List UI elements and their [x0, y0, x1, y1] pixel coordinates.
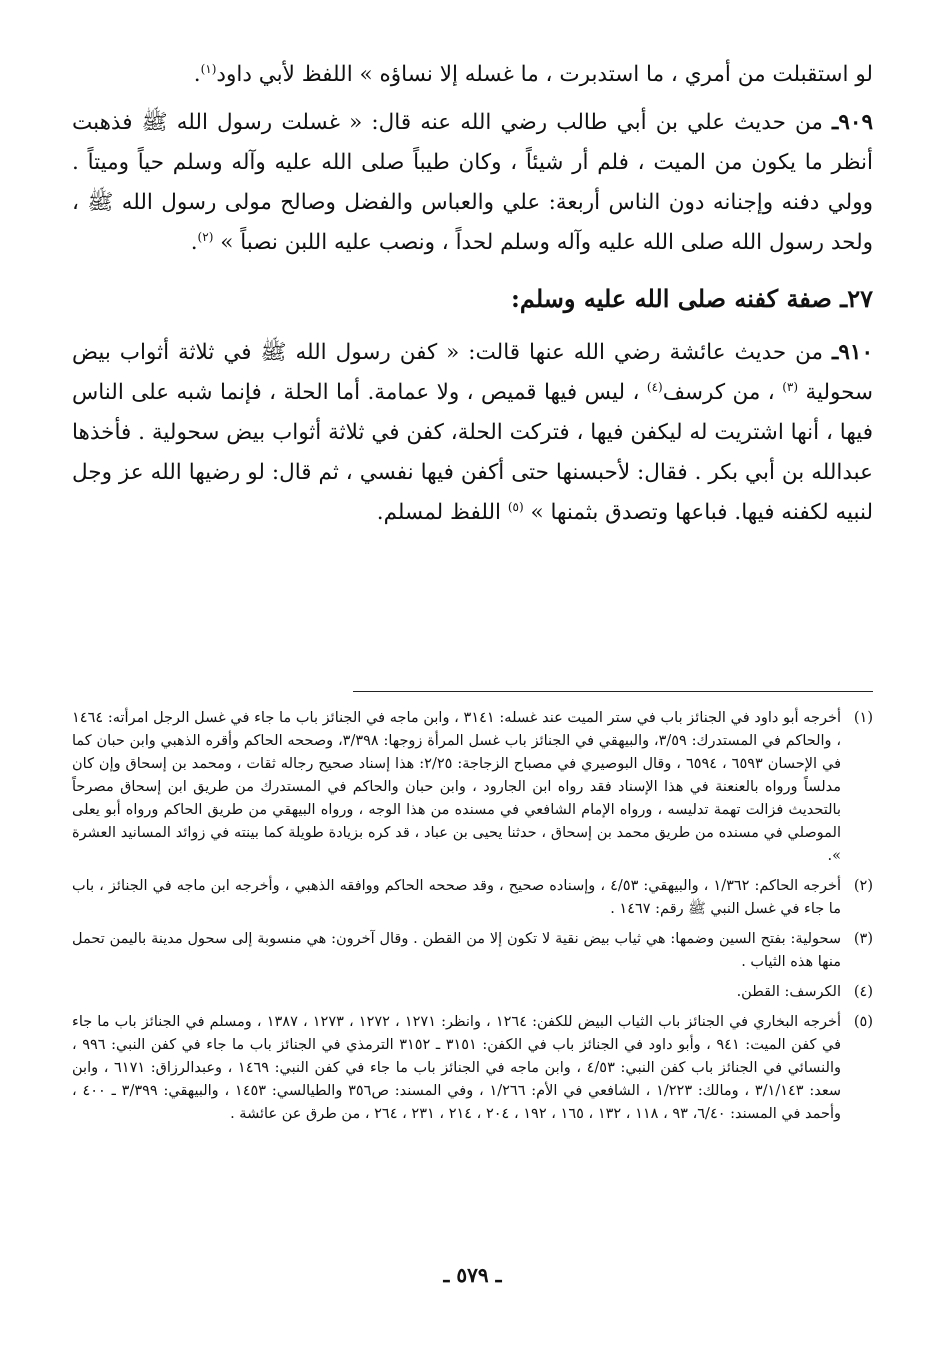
footnote-number: (٥) — [853, 1014, 873, 1030]
page-number: ـ ٥٧٩ ـ — [443, 1263, 502, 1287]
section-heading: ٢٧ـ صفة كفنه صلى الله عليه وسلم: — [511, 284, 873, 313]
opening-line-text: لو استقبلت من أمري ، ما استدبرت ، ما غسله إلا نساؤه » اللفظ لأبي داود — [216, 62, 873, 87]
footnote-4 — [72, 981, 873, 1004]
book-page — [72, 55, 873, 1355]
hadith-number: ٩٠٩ـ — [832, 110, 873, 135]
hadith-text-part1: من حديث عائشة رضي الله عنها قالت: « كفن رسول الله ﷺ في ثلاثة أثواب بيض سحولية — [72, 340, 874, 405]
footnote-number: (٣) — [853, 931, 873, 947]
footnote-text: أخرجه الحاكم: ١/٣٦٢ ، والبيهقي: ٤/٥٣ ، وإسناده صحيح ، وقد صححه الحاكم ووافقه الذهبي ، وأخرجه ابن ماجه في الجنائز ، باب ما جاء في غسل النبي ﷺ رقم: ١٤٦٧ . — [72, 878, 841, 917]
hadith-text-part3: ، ليس فيها قميص ، ولا عمامة. أما الحلة ، فإنما شبه على الناس فيها ، أنها اشتريت له ليكفن فيها ، فتركت الحلة، كفن في ثلاثة أثواب بيض سحولية . فأخذها عبدالله بن أبي بكر . فقال: لأحبسنها حتى أكفن فيها نفسي ، ثم قال: لو رضيها الله عز وجل لنبيه لكفنه فيها. فباعها وتصدق بثمنها » — [72, 380, 873, 525]
footnote-ref: (٣) — [782, 379, 799, 394]
footnote-ref: (٥) — [507, 499, 524, 514]
hadith-910 — [72, 333, 873, 533]
main-text — [72, 55, 873, 533]
hadith-text-part2: ، من كرسف — [662, 380, 775, 405]
hadith-number: ٩١٠ـ — [832, 340, 873, 365]
footnote-number: (٢) — [853, 878, 873, 894]
footnote-ref: (٤) — [646, 379, 663, 394]
opening-line: لو استقبلت من أمري ، ما استدبرت ، ما غسله إلا نساؤه » اللفظ لأبي داود$^{(١)}$. — [193, 61, 873, 87]
footnote-text: الكرسف: القطن. — [736, 984, 841, 1000]
hadith-909: ٩٠٩ـ من حديث علي بن أبي طالب رضي الله عنه قال: « غسلت رسول الله ﷺ فذهبت أنظر ما يكون من الميت ، فلم أر شيئاً ، وكان طيباً صلى الله عليه وآله وسلم حياً وميتاً . وولي دفنه وإجنانه دون الناس أربعة: علي والعباس والفضل وصالح مولى رسول الله ﷺ ، ولحد رسول الله صلى الله عليه وآله وسلم لحداً ، ونصب عليه اللبن نصباً » $^{(٢)}$. — [72, 110, 873, 255]
footnote-1 — [72, 707, 873, 868]
footnote-ref: (١) — [200, 61, 217, 76]
hadith-text-part4: اللفظ لمسلم. — [376, 500, 501, 525]
footnotes — [72, 707, 873, 1133]
footnote-number: (٤) — [853, 984, 873, 1000]
footnote-ref: (٢) — [197, 229, 214, 244]
footnote-2 — [72, 875, 873, 921]
footnote-number: (١) — [853, 710, 873, 726]
footnote-5 — [72, 1011, 873, 1126]
footnote-text: أخرجه البخاري في الجنائز باب الثياب البيض للكفن: ١٢٦٤ ، وانظر: ١٢٧١ ، ١٢٧٢ ، ١٢٧٣ ، ١٣٨٧ ، ومسلم في الجنائز باب ما جاء في كفن الميت: ٩٤١ ، وأبو داود في الجنائز باب في الكفن: ٣١٥١ ـ ٣١٥٢ الترمذي في الجنائز باب ما جاء في كفن النبي: ٩٩٦ ، والنسائي في الجنائز باب كفن النبي: ٤/٥٣ ، وابن ماجه في الجنائز باب ما جاء في كفن النبي: ١٤٦٩ ، وعبدالرزاق: ٦١٧١ ، وابن سعد: ٣/١/١٤٣ ، ومالك: ١/٢٢٣ ، الشافعي في الأم: ١/٢٦٦ ، وفي المسند: ص٣٥٦ والطيالسي: ١٤٥٣ ، والبيهقي: ٣/٣٩٩ ـ ٤٠٠ ، وأحمد في المسند: ٦/٤٠، ٩٣ ، ١١٨ ، ١٣٢ ، ١٦٥ ، ١٩٢ ، ٢٠٤ ، ٢١٤ ، ٢٣١ ، ٢٦٤ ، من طرق عن عائشة . — [72, 1014, 842, 1122]
footnote-3 — [72, 928, 873, 974]
hadith-text: من حديث علي بن أبي طالب رضي الله عنه قال: « غسلت رسول الله ﷺ فذهبت أنظر ما يكون من الميت ، فلم أر شيئاً ، وكان طيباً صلى الله عليه وآله وسلم حياً وميتاً . وولي دفنه وإجنانه دون الناس أربعة: علي والعباس والفضل وصالح مولى رسول الله ﷺ ، ولحد رسول الله صلى الله عليه وآله وسلم لحداً ، ونصب عليه اللبن نصباً » — [72, 110, 873, 255]
footnote-text: أخرجه أبو داود في الجنائز باب في ستر الميت عند غسله: ٣١٤١ ، وابن ماجه في الجنائز باب ما جاء في غسل الرجل امرأته: ١٤٦٤ ، والحاكم في المستدرك: ٣/٥٩، والبيهقي في الجنائز باب غسل المرأة زوجها: ٣/٣٩٨، وصححه الحاكم وأقره الذهبي وابن حبان كما في الإحسان ٦٥٩٣ ، ٦٥٩٤ ، وقال البوصيري في مصباح الزجاجة: ٢/٢٥: هذا إسناد صحيح رجاله ثقات ، ومحمد بن إسحاق وإن كان مدلساً ورواه بالعنعنة في هذا الإسناد فقد رواه ابن الجارود ، وابن حبان والحاكم في المستدرك من طريق ابن إسحاق مصرحاً بالتحديث فزالت تهمة تدليسه ، ورواه الإمام الشافعي في مسنده من هذا الوجه ، ورواه البيهقي من طريق الحاكم ورواه أبو يعلى الموصلي في مسنده من طريق محمد بن إسحاق ، حدثنا يحيى بن عباد ، قد كره بزيادة طويلة كما بينته في زوائد المسانيد العشرة ». — [72, 710, 842, 864]
footnote-divider — [353, 691, 873, 692]
footnote-text: سحولية: بفتح السين وضمها: هي ثياب بيض نقية لا تكون إلا من القطن . وقال آخرون: هي منسوبة إلى سحول مدينة باليمن تحمل منها هذه الثياب . — [72, 931, 841, 970]
